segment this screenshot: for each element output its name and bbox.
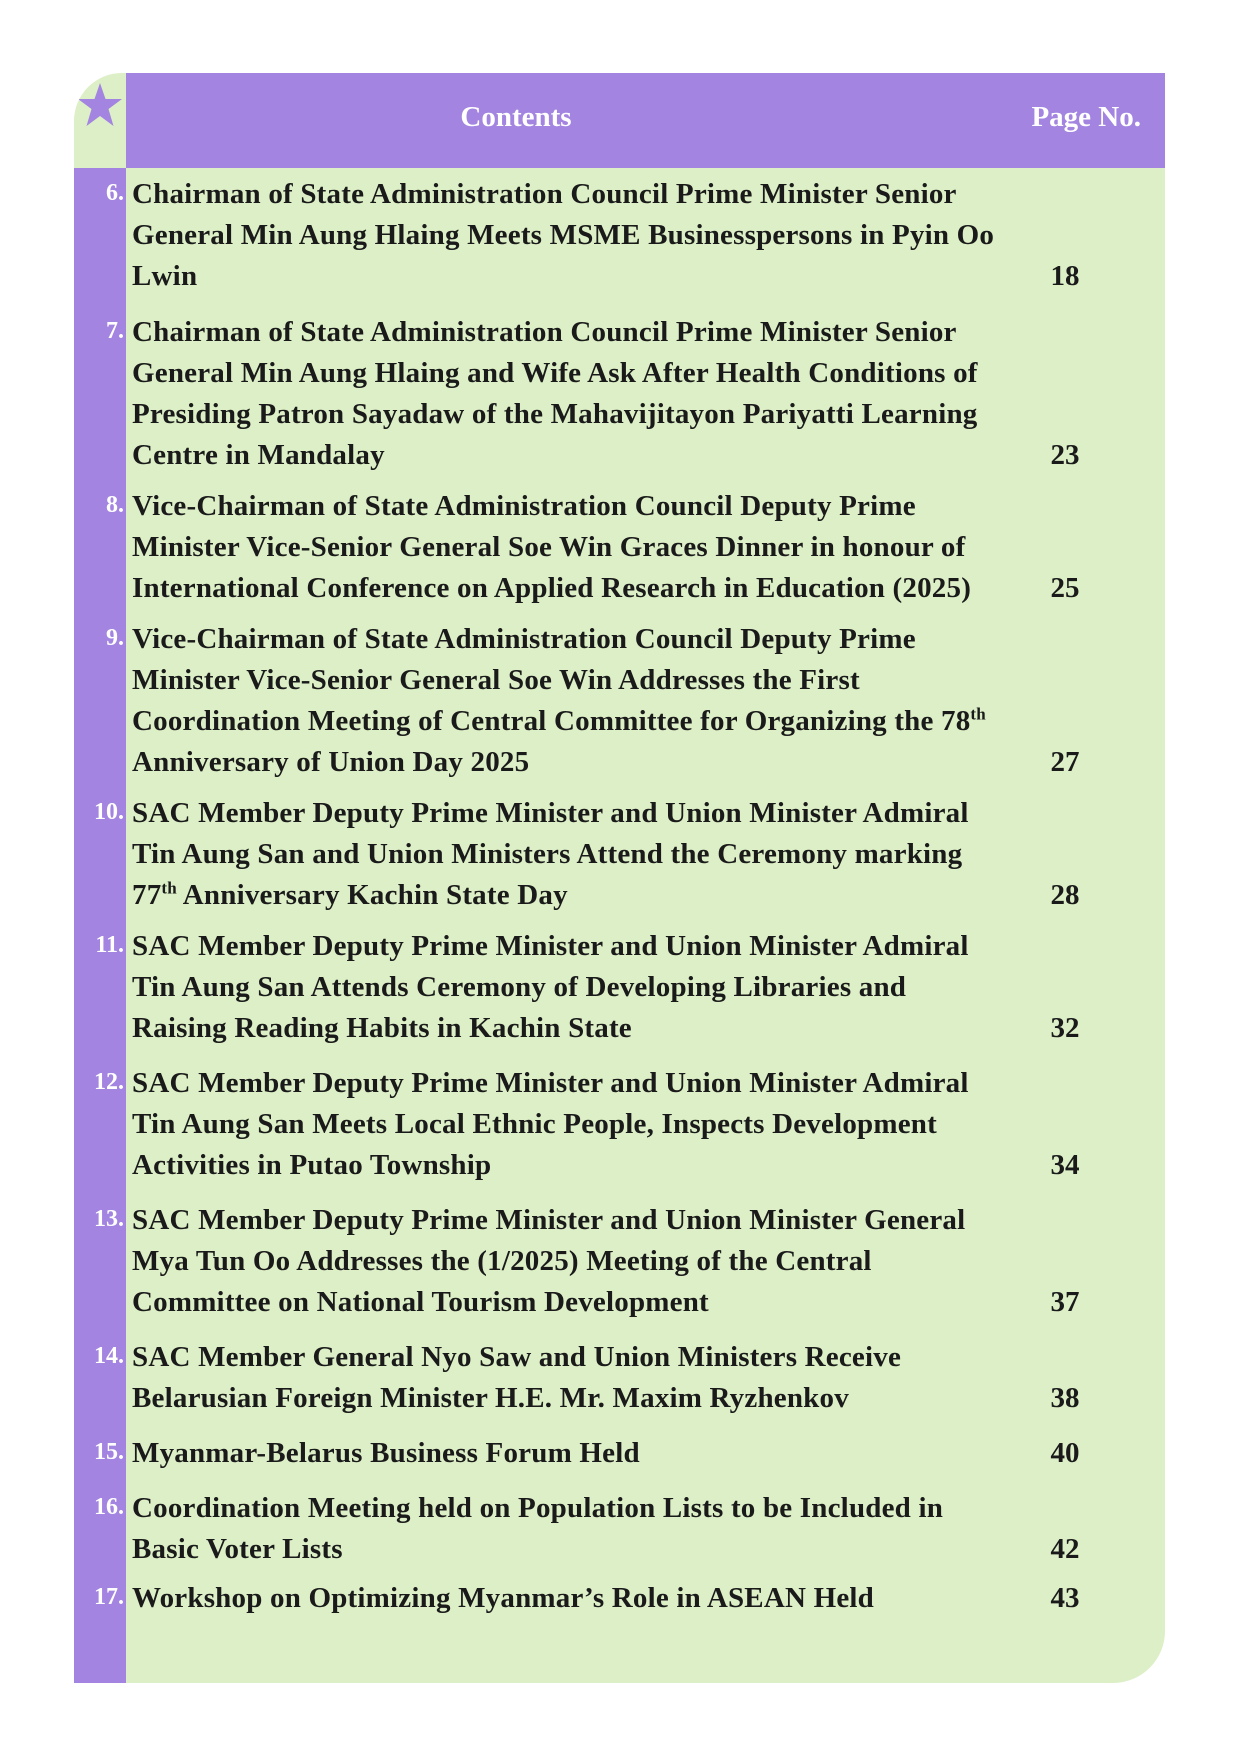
entry-title-text: Anniversary Kachin State Day	[176, 879, 568, 911]
toc-entry[interactable]	[74, 174, 1165, 297]
entry-title-text: Anniversary of Union Day 2025	[132, 746, 530, 778]
star-icon	[76, 79, 124, 135]
entry-title: SAC Member General Nyo Saw and Union Ministers Receive Belarusian Foreign Minister H.E. Mr. Maxim Ryzhenkov	[132, 1341, 902, 1414]
entry-title: Workshop on Optimizing Myanmar’s Role in ASEAN Held	[132, 1582, 874, 1614]
entry-title: Vice-Chairman of State Administration Council Deputy Prime Minister Vice-Senior General Soe Win Graces Dinner in honour of International Conference on Applied Research in Education (2025)	[132, 490, 972, 604]
entry-number: 16.	[94, 1494, 124, 1520]
toc-entry[interactable]	[74, 1200, 1165, 1323]
entry-title: Coordination Meeting held on Population Lists to be Included in Basic Voter Lists	[132, 1492, 944, 1565]
entry-title: SAC Member Deputy Prime Minister and Union Minister Admiral Tin Aung San Meets Local Ethnic People, Inspects Development Activities in Putao Township	[132, 1067, 969, 1181]
toc-entry[interactable]	[74, 1337, 1165, 1419]
contents-list	[74, 168, 1165, 1619]
entry-title: SAC Member Deputy Prime Minister and Union Minister Admiral Tin Aung San Attends Ceremony of Developing Libraries and Raising Reading Habits in Kachin State	[132, 930, 969, 1044]
entry-number: 8.	[106, 492, 124, 518]
toc-entry[interactable]	[74, 1488, 1165, 1570]
entry-page: 28	[1050, 879, 1080, 911]
contents-heading: Contents	[460, 101, 572, 133]
entry-title	[132, 619, 1002, 783]
entry-number: 15.	[94, 1439, 124, 1465]
entry-page: 32	[1050, 1012, 1080, 1044]
ordinal-suffix: th	[970, 704, 986, 724]
entry-number: 14.	[94, 1343, 124, 1369]
entry-number: 11.	[95, 932, 124, 958]
entry-page: 23	[1050, 439, 1080, 471]
toc-entry[interactable]	[74, 793, 1165, 916]
entry-page: 27	[1050, 746, 1080, 778]
entry-page: 34	[1050, 1149, 1080, 1181]
entry-page: 25	[1050, 572, 1080, 604]
entry-title: Myanmar-Belarus Business Forum Held	[132, 1437, 640, 1469]
entry-number: 17.	[94, 1584, 124, 1610]
entry-page: 43	[1050, 1582, 1080, 1614]
toc-entry[interactable]	[74, 619, 1165, 783]
entry-number: 10.	[94, 799, 124, 825]
entry-title	[132, 793, 1002, 916]
entry-page: 42	[1050, 1533, 1080, 1565]
entry-title-text: SAC Member Deputy Prime Minister and Union Minister Admiral Tin Aung San and Union Ministers Attend the Ceremony marking 77	[132, 797, 969, 911]
toc-entry[interactable]	[74, 1433, 1165, 1474]
table-of-contents	[74, 73, 1165, 1683]
entry-number: 13.	[94, 1206, 124, 1232]
entry-page: 37	[1050, 1286, 1080, 1318]
entry-title: SAC Member Deputy Prime Minister and Union Minister General Mya Tun Oo Addresses the (1/2025) Meeting of the Central Committee on National Tourism Development	[132, 1204, 966, 1318]
toc-entry[interactable]	[74, 312, 1165, 476]
entry-number: 9.	[106, 625, 124, 651]
entry-page: 18	[1050, 260, 1080, 292]
toc-entry[interactable]	[74, 926, 1165, 1049]
toc-entry[interactable]	[74, 1063, 1165, 1186]
entry-title: Chairman of State Administration Council Prime Minister Senior General Min Aung Hlaing Meets MSME Businesspersons in Pyin Oo Lwin	[132, 178, 995, 292]
entry-number: 6.	[106, 180, 124, 206]
entry-page: 40	[1050, 1437, 1080, 1469]
ordinal-suffix: th	[161, 878, 177, 898]
entry-title-text: Vice-Chairman of State Administration Council Deputy Prime Minister Vice-Senior General Soe Win Addresses the First Coordination Meeting of Central Committee for Organizing the 78	[132, 623, 971, 737]
toc-entry[interactable]	[74, 486, 1165, 609]
entry-number: 12.	[94, 1069, 124, 1095]
entry-number: 7.	[106, 318, 124, 344]
page-no-heading: Page No.	[1031, 101, 1141, 133]
toc-entry[interactable]	[74, 1578, 1165, 1619]
entry-page: 38	[1050, 1382, 1080, 1414]
entry-title: Chairman of State Administration Council Prime Minister Senior General Min Aung Hlaing and Wife Ask After Health Conditions of Presiding Patron Sayadaw of the Mahavijitayon Pariyatti Learning Centre in Mandalay	[132, 316, 978, 471]
